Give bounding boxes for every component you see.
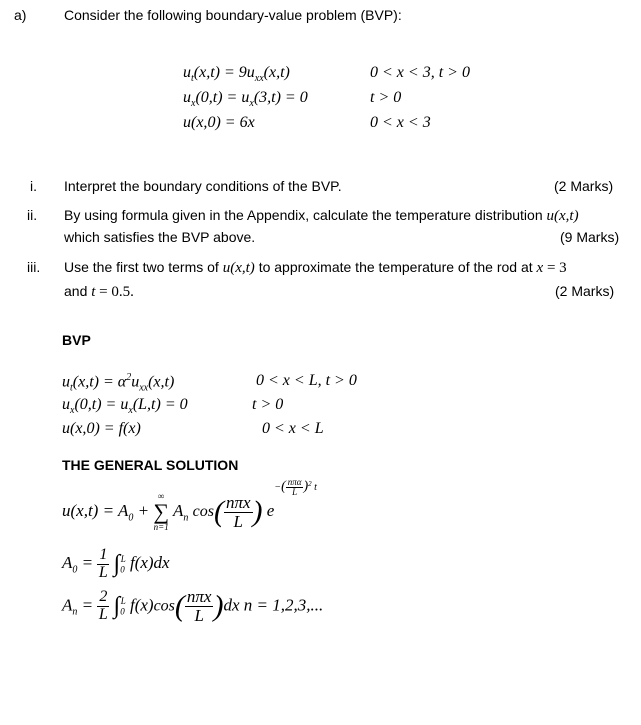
appendix-condition-1: 0 < x < L, t > 0 (256, 372, 357, 389)
appendix-equation-3: u(x,0) = f(x) (62, 420, 141, 437)
bvp-condition-1: 0 < x < 3, t > 0 (370, 64, 470, 81)
appendix-condition-3: 0 < x < L (262, 420, 324, 437)
appendix-condition-2: t > 0 (252, 396, 284, 413)
general-solution-formula: $u(x,t) = A_0$ + ∞ ∑ n=1 $A_n$ cos( $\frac{\text{nπx}}{L}$ ) e−( $\frac{\text{nπα}}{L}$ )$^2$ t (62, 477, 317, 532)
bvp-equation-2: $u_x(0,t) = u_x(3,t) = 0$ (183, 89, 308, 110)
an-formula: $A_n$ = $\frac{2}{L}$ $\int_0^L$ f(x)cos( $\frac{\text{nπx}}{L}$ )dx n = 1,2,3,... (62, 587, 324, 625)
intro-text: Consider the following boundary-value problem (BVP): (64, 7, 402, 23)
a0-formula: $A_0$ = $\frac{1}{L}$ $\int_0^L$ f(x)dx (62, 546, 170, 581)
item-marks-1: (2 Marks) (554, 178, 614, 194)
item-text-3a: Use the first two terms of u(x,t) to approximate the temperature of the rod at x = 3 (64, 259, 567, 276)
item-text-1: Interpret the boundary conditions of the BVP. (64, 178, 342, 194)
item-text-2a: By using formula given in the Appendix, calculate the temperature distribution u(x,t) (64, 207, 579, 224)
bvp-condition-3: 0 < x < 3 (370, 114, 431, 131)
appendix-equation-1: $u_t(x,t) = \alpha^2u_{xx}(x,t)$ (62, 372, 175, 394)
bvp-condition-2: t > 0 (370, 89, 402, 106)
appendix-equation-2: $u_x(0,t) = u_x(L,t) = 0$ (62, 396, 188, 417)
item-text-3b: and t = 0.5. (64, 283, 134, 300)
item-number-3: iii. (27, 259, 41, 275)
item-number-1: i. (30, 178, 37, 194)
bvp-equation-1: $u_t(x,t) = 9u_{xx}(x,t)$ (183, 64, 290, 85)
bvp-heading: BVP (62, 332, 91, 348)
item-text-2b: which satisfies the BVP above. (64, 229, 256, 245)
item-marks-2: (9 Marks) (560, 229, 620, 245)
item-number-2: ii. (27, 207, 38, 223)
item-marks-3: (2 Marks) (555, 283, 615, 299)
part-label: a) (14, 7, 27, 23)
general-solution-heading: THE GENERAL SOLUTION (62, 457, 239, 473)
bvp-equation-3: u(x,0) = 6x (183, 114, 255, 131)
